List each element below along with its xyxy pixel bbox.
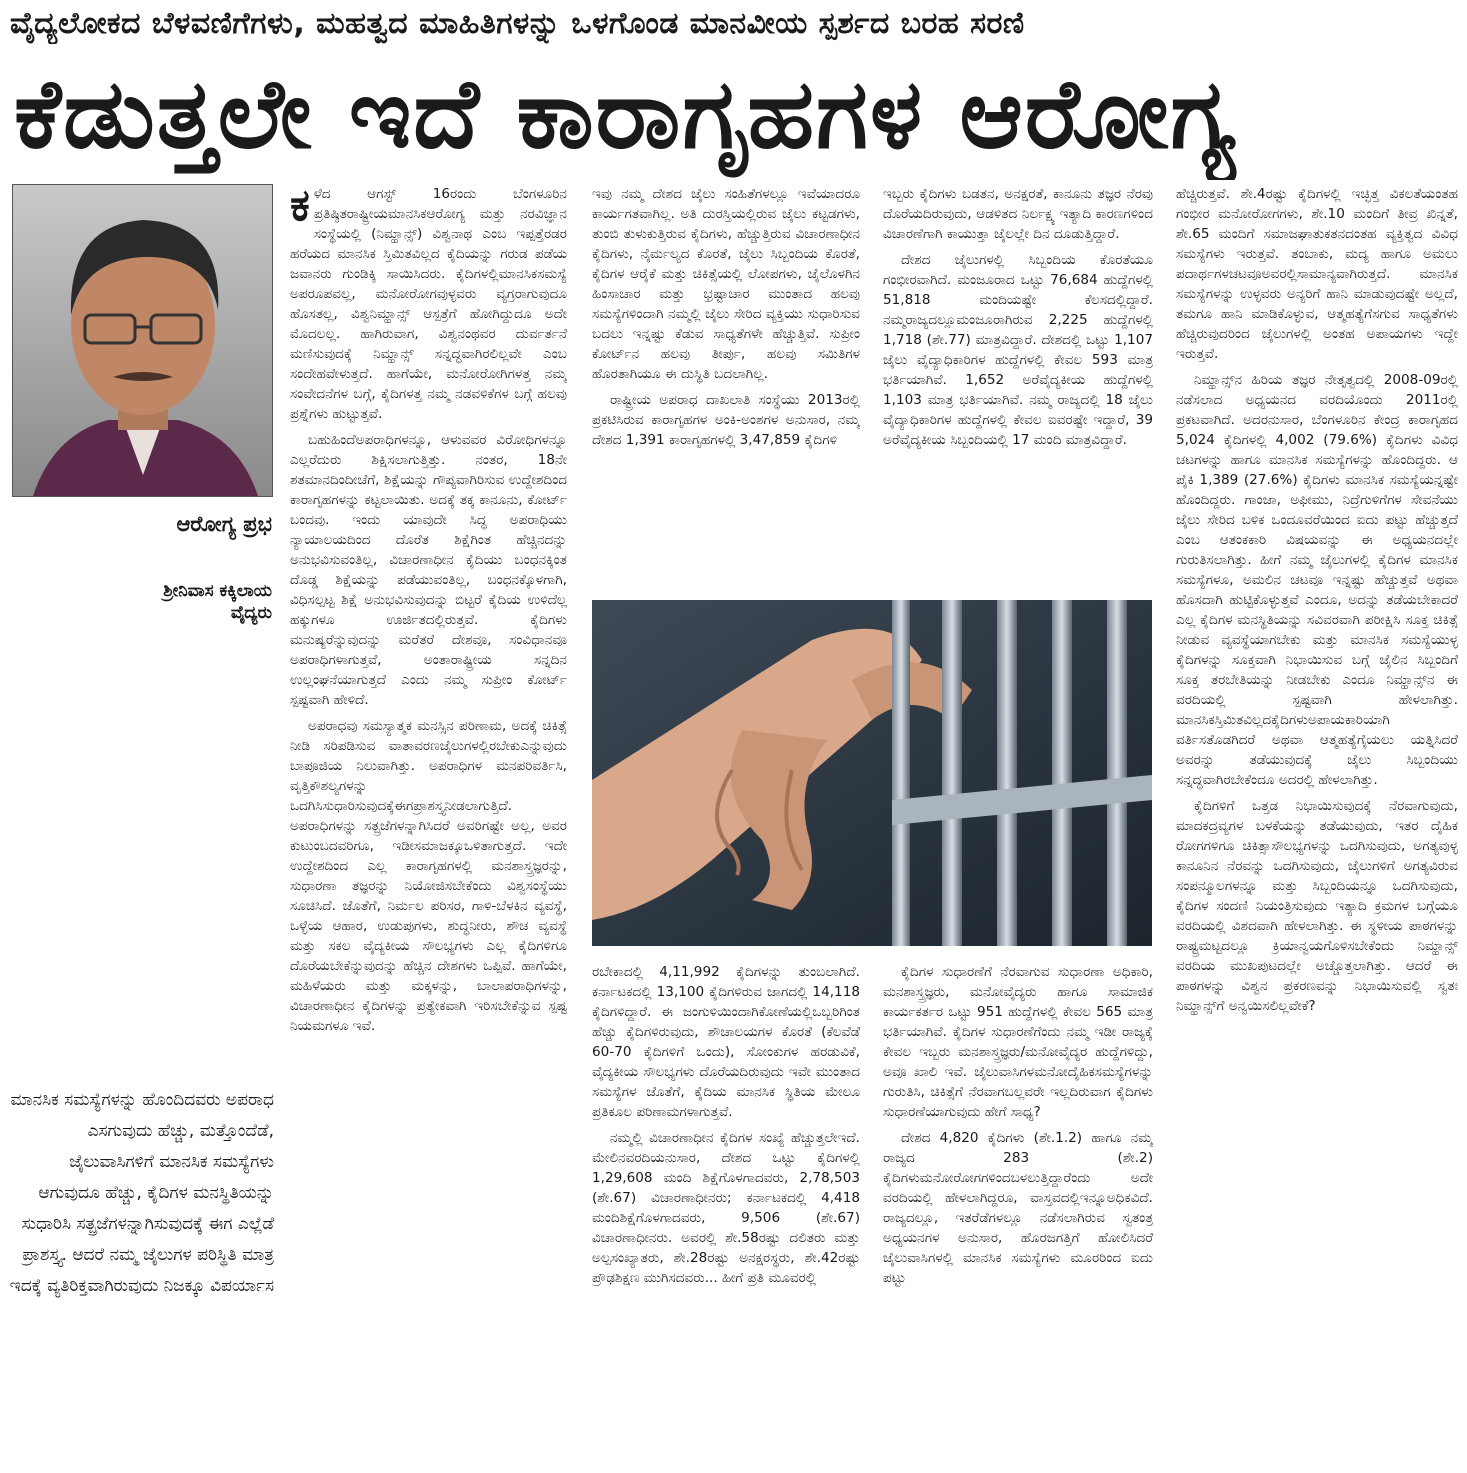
article-column-2-bottom [592, 962, 860, 1467]
paragraph: ದೇಶದ ಜೈಲುಗಳಲ್ಲಿ ಸಿಬ್ಬಂದಿಯ ಕೊರತೆಯೂ ಗಂಭೀರವಾಗಿದೆ. ಮಂಜೂರಾದ ಒಟ್ಟು 76,684 ಹುದ್ದೆಗಳಲ್ಲಿ 51,818 ಮಂದಿಯಷ್ಟೇ ಕೆಲಸದಲ್ಲಿದ್ದಾರೆ. ನಮ್ಮರಾಜ್ಯದಲ್ಲೂಮಂಜೂರಾಗಿರುವ 2,225 ಹುದ್ದೆಗಳಲ್ಲಿ 1,718 (ಶೇ.77) ಮಾತ್ರವಿದ್ದಾರೆ. ದೇಶದಲ್ಲಿ ಒಟ್ಟು 1,107 ಜೈಲು ವೈದ್ಯಾಧಿಕಾರಿಗಳ ಹುದ್ದೆಗಳಲ್ಲಿ ಕೇವಲ 593 ಮಾತ್ರ ಭರ್ತಿಯಾಗಿವೆ. 1,652 ಅರೆವೈದ್ಯಕೀಯ ಹುದ್ದೆಗಳಲ್ಲಿ 1,103 ಮಾತ್ರ ಭರ್ತಿಯಾಗಿವೆ. ನಮ್ಮ ರಾಜ್ಯದಲ್ಲಿ 18 ಜೈಲು ವೈದ್ಯಾಧಿಕಾರಿಗಳ ಹುದ್ದೆಗಳಲ್ಲಿ ಕೇವಲ ಐವರಷ್ಟೇ ಇದ್ದಾರೆ, 39 ಅರೆವೈದ್ಯಕೀಯ ಸಿಬ್ಬಂದಿಯಲ್ಲಿ 17 ಮಂದಿ ಮಾತ್ರವಿದ್ದಾರೆ. [883, 252, 1153, 448]
paragraph: ಇಬ್ಬರು ಕೈದಿಗಳು ಬಡತನ, ಅನಕ್ಷರತೆ, ಕಾನೂನು ತಜ್ಞರ ನೆರವು ದೊರೆಯದಿರುವುದು, ಆಡಳಿತದ ನಿರ್ಲಕ್ಷ್ಯ ಇತ್ಯಾದಿ ಕಾರಣಗಳಿಂದ ವಿಚಾರಣೆಗಾಗಿ ಕಾಯುತ್ತಾ ಜೈಲಲ್ಲೇ ದಿನ ದೂಡುತ್ತಿದ್ದಾರೆ. [883, 186, 1153, 242]
drop-cap: ಕ [290, 184, 310, 231]
article-column-3-top [883, 184, 1153, 596]
article-column-2-top [592, 184, 860, 596]
article-column-1 [290, 184, 567, 1464]
paragraph: ನಮ್ಮಲ್ಲಿ ವಿಚಾರಣಾಧೀನ ಕೈದಿಗಳ ಸಂಖ್ಯೆ ಹೆಚ್ಚುತ್ತಲೇಇದೆ. ಮೇಲಿನವರದಿಯನುಸಾರ, ದೇಶದ ಒಟ್ಟು ಕೈದಿಗಳಲ್ಲಿ 1,29,608 ಮಂದಿ ಶಿಕ್ಷೆಗೊಳಗಾದವರು, 2,78,503 (ಶೇ.67) ವಿಚಾರಣಾಧೀನರು; ಕರ್ನಾಟಕದಲ್ಲಿ 4,418 ಮಂದಿಶಿಕ್ಷೆಗೊಳಗಾದವರು, 9,506 (ಶೇ.67) ವಿಚಾರಣಾಧೀನರು. ಅವರಲ್ಲಿ ಶೇ.58ರಷ್ಟು ದಲಿತರು ಮತ್ತು ಅಲ್ಪಸಂಖ್ಯಾತರು, ಶೇ.28ರಷ್ಟು ಅನಕ್ಷರಸ್ಥರು, ಶೇ.42ರಷ್ಟು ಪ್ರೌಢಶಿಕ್ಷಣ ಮುಗಿಸದವರು... ಹೀಗೆ ಪ್ರತಿ ಮೂವರಲ್ಲಿ [592, 1130, 860, 1286]
article-column-3-bottom [883, 962, 1153, 1467]
paragraph: ಕಳೆದ ಆಗಸ್ಟ್ 16ರಂದು ಬೆಂಗಳೂರಿನ ಪ್ರತಿಷ್ಠಿತರಾಷ್ಟ್ರೀಯಮಾನಸಿಕಆರೋಗ್ಯ ಮತ್ತು ನರವಿಜ್ಞಾನ ಸಂಸ್ಥೆಯಲ್ಲಿ (ನಿಮ್ಹಾನ್ಸ್) ವಿಶ್ವನಾಥ ಎಂಬ ಇಪ್ಪತ್ತೆರಡರ ಹರೆಯದ ಮಾನಸಿಕ ಸ್ತಿಮಿತವಿಲ್ಲದ ಕೈದಿಯನ್ನು ಗರುಡ ಪಡೆಯ ಜವಾನರು ಗುಂಡಿಕ್ಕಿ ಸಾಯಿಸಿದರು. ಕೈದಿಗಳಲ್ಲಿಮಾನಸಿಕಸಮಸ್ಯೆ ಅಪರೂಪವಲ್ಲ, ಮನೋರೋಗವುಳ್ಳವರು ವ್ಯಗ್ರರಾಗುವುದೂ ಹೊಸತಲ್ಲ, ವಿಶ್ವನಿಮ್ಹಾನ್ಸ್ ಆಸ್ಪತ್ರೆಗೆ ಹೋಗಿದ್ದುದೂ ಅದೇ ಮೊದಲಲ್ಲ. ಹಾಗಿರುವಾಗ, ವಿಶ್ವನಂಥವರ ದುರ್ವರ್ತನೆ ಮಣಿಸುವುದಕ್ಕೆ ನಿಮ್ಹಾನ್ಸ್ ಸನ್ನದ್ಧವಾಗಿರಲಿಲ್ಲವೇ ಎಂಬ ಸಂದೇಹವೇಳುತ್ತದೆ. ಹಾಗೆಯೇ, ಮನೋರೋಗಿಗಳತ್ತ ನಮ್ಮ ಸಂವೇದನೆಗಳ ಬಗ್ಗೆ, ಕೈದಿಗಳತ್ತ ನಮ್ಮ ನಡವಳಿಕೆಗಳ ಬಗ್ಗೆ ಹಲವು ಪ್ರಶ್ನೆಗಳು ಹುಟ್ಟುತ್ತವೆ. [290, 184, 567, 422]
headline: ಕೆಡುತ್ತಲೇ ಇದೆ ಕಾರಾಗೃಹಗಳ ಆರೋಗ್ಯ [14, 58, 1238, 170]
paragraph: ನಿಮ್ಹಾನ್ಸ್‌ನ ಹಿರಿಯ ತಜ್ಞರ ನೇತೃತ್ವದಲ್ಲಿ 2008-09ರಲ್ಲಿ ನಡೆಸಲಾದ ಅಧ್ಯಯನದ ವರದಿಯೊಂದು 2011ರಲ್ಲಿ ಪ್ರಕಟವಾಗಿದೆ. ಅದರನುಸಾರ, ಬೆಂಗಳೂರಿನ ಕೇಂದ್ರ ಕಾರಾಗೃಹದ 5,024 ಕೈದಿಗಳಲ್ಲಿ 4,002 (79.6%) ಕೈದಿಗಳು ವಿವಿಧ ಚಟಗಳನ್ನು ಹಾಗೂ ಮಾನಸಿಕ ಸಮಸ್ಯೆಗಳನ್ನು ಹೊಂದಿದ್ದರು. ಆ ಪೈಕಿ 1,389 (27.6%) ಕೈದಿಗಳು ಮಾನಸಿಕ ಸಮಸ್ಯೆಯನ್ನಷ್ಟೇ ಹೊಂದಿದ್ದರು. ಗಾಂಜಾ, ಅಫೀಮು, ನಿದ್ರೆಗುಳಿಗೆಗಳ ಸೇವನೆಯು ಜೈಲು ಸೇರಿದ ಬಳಿಕ ಒಂದೂವರೆಯಿಂದ ಐದು ಪಟ್ಟು ಹೆಚ್ಚುತ್ತದೆ ಎಂಬ ಆತಂಕಕಾರಿ ವಿಷಯವನ್ನು ಈ ಅಧ್ಯಯನದಲ್ಲೇ ಗುರುತಿಸಲಾಗಿತ್ತು. ಹೀಗೆ ನಮ್ಮ ಜೈಲುಗಳಲ್ಲಿ ಕೈದಿಗಳ ಮಾನಸಿಕ ಸಮಸ್ಯೆಗಳೂ, ಅಮಲಿನ ಚಟವೂ ಇನ್ನಷ್ಟು ಹೆಚ್ಚುತ್ತವೆ ಅಥವಾ ಹೊಸದಾಗಿ ಹುಟ್ಟಿಕೊಳ್ಳುತ್ತವೆ ಎಂದೂ, ಅದನ್ನು ತಡೆಯಬೇಕಾದರೆ ಎಲ್ಲ ಕೈದಿಗಳ ಮನಸ್ಥಿತಿಯನ್ನು ಸವಿವರವಾಗಿ ಪರೀಕ್ಷಿಸಿ ಸೂಕ್ತ ಚಿಕಿತ್ಸೆ ನೀಡುವ ವ್ಯವಸ್ಥೆಯಾಗಬೇಕು ಮತ್ತು ಮಾನಸಿಕ ಸಮಸ್ಯೆಯುಳ್ಳ ಕೈದಿಗಳನ್ನು ಸೂಕ್ತವಾಗಿ ನಿಭಾಯಿಸುವ ಬಗ್ಗೆ ಜೈಲಿನ ಸಿಬ್ಬಂದಿಗೆ ಸೂಕ್ತ ತರಬೇತಿಯನ್ನು ನೀಡಬೇಕು ಎಂದೂ ನಿಮ್ಹಾನ್ಸ್‌ನ ಈ ವರದಿಯಲ್ಲಿ ಸ್ಪಷ್ಟವಾಗಿ ಹೇಳಲಾಗಿತ್ತು. ಮಾನಸಿಕಸ್ತಿಮಿತವಿಲ್ಲದಕೈದಿಗಳುಅಪಾಯಕಾರಿಯಾಗಿ ವರ್ತಿಸತೊಡಗಿದರೆ ಅಥವಾ ಆತ್ಮಹತ್ಯೆಗೈಯಲು ಯತ್ನಿಸಿದರೆ ಅವರನ್ನು ತಡೆಯುವುದಕ್ಕೆ ಜೈಲು ಸಿಬ್ಬಂದಿಯು ಸನ್ನದ್ಧವಾಗಿರಬೇಕೆಂದೂ ಅದರಲ್ಲಿ ಹೇಳಲಾಗಿತ್ತು. [1176, 372, 1458, 788]
paragraph: ಹೆಚ್ಚಿರುತ್ತವೆ. ಶೇ.4ರಷ್ಟು ಕೈದಿಗಳಲ್ಲಿ ಇಚ್ಛಿತ್ತ ವಿಕಲತೆಯಂತಹ ಗಂಭೀರ ಮನೋರೋಗಗಳು, ಶೇ.10 ಮಂದಿಗೆ ತೀವ್ರ ಖಿನ್ನತೆ, ಶೇ.65 ಮಂದಿಗೆ ಸಮಾಜಘಾತುಕತನದಂತಹ ವ್ಯಕ್ತಿತ್ವದ ವಿವಿಧ ಸಮಸ್ಯೆಗಳು ಇರುತ್ತವೆ. ತಂಬಾಕು, ಮದ್ಯ ಹಾಗೂ ಅಮಲು ಪದಾರ್ಥಗಳಚಟವೂಅವರಲ್ಲಿಸಾಮಾನ್ಯವಾಗಿರುತ್ತದೆ. ಮಾನಸಿಕ ಸಮಸ್ಯೆಗಳನ್ನು ಉಳ್ಳವರು ಅನ್ಯರಿಗೆ ಹಾನಿ ಮಾಡುವುದಷ್ಟೇ ಅಲ್ಲದೆ, ತಮಗೂ ಹಾನಿ ಮಾಡಿಕೊಳ್ಳುವ, ಆತ್ಮಹತ್ಯೆಗೆಸಗುವ ಸಾಧ್ಯತೆಗಳು ಹೆಚ್ಚಿರುವುದರಿಂದ ಜೈಲುಗಳಲ್ಲಿ ಅಂತಹ ಅಪಾಯಗಳು ಇದ್ದೇ ಇರುತ್ತವೆ. [1176, 186, 1458, 362]
paragraph: ಬಹುಹಿಂದೆಅಪರಾಧಿಗಳನ್ನೂ, ಆಳುವವರ ವಿರೋಧಿಗಳನ್ನೂ ಎಲ್ಲರೆದುರು ಶಿಕ್ಷಿಸಲಾಗುತ್ತಿತ್ತು. ನಂತರ, 18ನೇ ಶತಮಾನದಿಂದೀಚೆಗೆ, ಶಿಕ್ಷೆಯನ್ನು ಗೌಪ್ಯವಾಗಿರಿಸುವ ಉದ್ದೇಶದಿಂದ ಕಾರಾಗೃಹಗಳನ್ನು ಕಟ್ಟಲಾಯಿತು. ಅದಕ್ಕೆ ತಕ್ಕ ಕಾನೂನು, ಕೋರ್ಟ್ ಬಂದವು. ಇಂದು ಯಾವುದೇ ಸಿದ್ಧ ಅಪರಾಧಿಯು ನ್ಯಾಯಾಲಯದಿಂದ ದೊರೆತ ಶಿಕ್ಷೆಗಿಂತ ಹೆಚ್ಚಿನದನ್ನು ಅನುಭವಿಸುವಂತಿಲ್ಲ, ವಿಚಾರಣಾಧೀನ ಕೈದಿಯು ಬಂಧನಕ್ಕಿಂತ ದೊಡ್ಡ ಶಿಕ್ಷೆಯನ್ನು ಪಡೆಯುವಂತಿಲ್ಲ, ಬಂಧನಕ್ಕೊಳಗಾಗಿ, ವಿಧಿಸಲ್ಪಟ್ಟ ಶಿಕ್ಷೆ ಅನುಭವಿಸುವುದನ್ನು ಬಿಟ್ಟರೆ ಕೈದಿಯ ಉಳಿದೆಲ್ಲ ಹಕ್ಕುಗಳೂ ಊರ್ಜಿತದಲ್ಲಿರುತ್ತವೆ. ಕೈದಿಗಳು ಮನುಷ್ಯರೆನ್ನುವುದನ್ನು ಮರೆತರೆ ದೇಶವೂ, ಸಂವಿಧಾನವೂ ಅಪರಾಧಿಗಳಾಗುತ್ತವೆ, ಅಂತಾರಾಷ್ಟ್ರೀಯ ಸನ್ನದಿನ ಉಲ್ಲಂಘನೆಯಾಗುತ್ತದೆ ಎಂದು ನಮ್ಮ ಸುಪ್ರೀಂ ಕೋರ್ಟ್ ಸ್ಪಷ್ಟವಾಗಿ ಹೇಳಿದೆ. [290, 432, 567, 708]
author-name: ಶ್ರೀನಿವಾಸ ಕಕ್ಕಿಲಾಯ [163, 581, 272, 601]
paragraph: ಕೈದಿಗಳ ಸುಧಾರಣೆಗೆ ನೆರವಾಗುವ ಸುಧಾರಣಾ ಅಧಿಕಾರಿ, ಮನಶಾಸ್ತ್ರಜ್ಞರು, ಮನೋವೈದ್ಯರು ಹಾಗೂ ಸಾಮಾಜಿಕ ಕಾರ್ಯಕರ್ತರ ಒಟ್ಟು 951 ಹುದ್ದೆಗಳಲ್ಲಿ ಕೇವಲ 565 ಮಾತ್ರ ಭರ್ತಿಯಾಗಿವೆ. ಕೈದಿಗಳ ಸುಧಾರಣೆಗೆಂದು ನಮ್ಮ ಇಡೀ ರಾಜ್ಯಕ್ಕೆ ಕೇವಲ ಇಬ್ಬರು ಮನಶಾಸ್ತ್ರಜ್ಞರು/ಮನೋವೈದ್ಯರ ಹುದ್ದೆಗಳಿದ್ದು, ಅವೂ ಖಾಲಿ ಇವೆ. ಜೈಲುವಾಸಿಗಳಮನೋದೈಹಿಕಸಮಸ್ಯೆಗಳನ್ನು ಗುರುತಿಸಿ, ಚಿಕಿತ್ಸೆಗೆ ನೆರವಾಗಬಲ್ಲವರೇ ಇಲ್ಲದಿರುವಾಗ ಕೈದಿಗಳು ಸುಧಾರಣೆಯಾಗುವುದು ಹೇಗೆ ಸಾಧ್ಯ? [883, 964, 1153, 1120]
column-name: ಆರೋಗ್ಯ ಪ್ರಭ [176, 512, 272, 536]
kicker-line: ವೈದ್ಯಲೋಕದ ಬೆಳವಣಿಗೆಗಳು, ಮಹತ್ವದ ಮಾಹಿತಿಗಳನ್ನು ಒಳಗೊಂಡ ಮಾನವೀಯ ಸ್ಪರ್ಶದ ಬರಹ ಸರಣಿ [10, 6, 1025, 41]
author-byline [12, 580, 272, 624]
paragraph: ಕೈದಿಗಳಿಗೆ ಒತ್ತಡ ನಿಭಾಯಿಸುವುದಕ್ಕೆ ನೆರವಾಗುವುದು, ಮಾದಕದ್ರವ್ಯಗಳ ಬಳಕೆಯನ್ನು ತಡೆಯುವುದು, ಇತರ ದೈಹಿಕ ರೋಗಗಳಿಗೂ ಚಿಕಿತ್ಸಾಸೌಲಭ್ಯಗಳನ್ನು ಒದಗಿಸುವುದು, ಅಗತ್ಯವುಳ್ಳ ಕಾನೂನಿನ ನೆರವನ್ನು ಒದಗಿಸುವುದು, ಜೈಲುಗಳಿಗೆ ಅಗತ್ಯವಿರುವ ಸಂಪನ್ಮೂಲಗಳನ್ನೂ ಮತ್ತು ಸಿಬ್ಬಂದಿಯನ್ನೂ ಒದಗಿಸುವುದು, ಕೈದಿಗಳ ಸಂದಣಿ ನಿಯಂತ್ರಿಸುವುದು ಇತ್ಯಾದಿ ಕ್ರಮಗಳ ಬಗ್ಗೆಯೂ ವರದಿಯಲ್ಲಿ ವಿಶದವಾಗಿ ಹೇಳಲಾಗಿತ್ತು. ಈ ಸ್ಥಳೀಯ ಪಾಠಗಳನ್ನು ರಾಷ್ಟ್ರಮಟ್ಟದಲ್ಲೂ ಕ್ರಿಯಾನ್ವಯಗೊಳಿಸಬೇಕೆಂದು ನಿಮ್ಹಾನ್ಸ್ ವರದಿಯ ಮುಖಪುಟದಲ್ಲೇ ಅಚ್ಚೊತ್ತಲಾಗಿತ್ತು. ಆದರೆ ಈ ಪಾಠಗಳನ್ನು ವಿಶ್ವನ ಪ್ರಕರಣವನ್ನು ನಿಭಾಯಿಸುವಲ್ಲಿ ಸ್ವತಃ ನಿಮ್ಹಾನ್ಸ್‌ಗೆ ಅನ್ವಯಿಸಲಿಲ್ಲವೇಕೆ? [1176, 798, 1458, 1014]
paragraph: ರಬೇಕಾದಲ್ಲಿ 4,11,992 ಕೈದಿಗಳನ್ನು ತುಂಬಲಾಗಿದೆ. ಕರ್ನಾಟಕದಲ್ಲಿ 13,100 ಕೈದಿಗಳಿರುವ ಜಾಗದಲ್ಲಿ 14,118 ಕೈದಿಗಳಿದ್ದಾರೆ. ಈ ಜಂಗುಳಿಯಿಂದಾಗಿಕೋಣೆಯಲ್ಲಿಒಬ್ಬರಿಗಿಂತ ಹೆಚ್ಚು ಕೈದಿಗಳಿರುವುದು, ಶೌಚಾಲಯಗಳ ಕೊರತೆ (ಕೆಲವೆಡೆ 60-70 ಕೈದಿಗಳಿಗೆ ಒಂದು), ಸೋಂಕುಗಳ ಹರಡುವಿಕೆ, ವೈದ್ಯಕೀಯ ಸೌಲಭ್ಯಗಳು ದೊರೆಯದಿರುವುದು ಇವೇ ಮುಂತಾದ ಸಮಸ್ಯೆಗಳ ಜೊತೆಗೆ, ಕೈದಿಯ ಮಾನಸಿಕ ಸ್ಥಿತಿಯ ಮೇಲೂ ಪ್ರತಿಕೂಲ ಪರಿಣಾಮಗಳಾಗುತ್ತವೆ. [592, 964, 860, 1120]
article-column-4 [1176, 184, 1458, 1467]
pull-quote: ಮಾನಸಿಕ ಸಮಸ್ಯೆಗಳನ್ನು ಹೊಂದಿದವರು ಅಪರಾಧ ಎಸಗುವುದು ಹೆಚ್ಚು, ಮತ್ತೊಂದೆಡೆ, ಜೈಲುವಾಸಿಗಳಿಗೆ ಮಾನಸಿಕ ಸಮಸ್ಯೆಗಳು ಆಗುವುದೂ ಹೆಚ್ಚು, ಕೈದಿಗಳ ಮನಸ್ಥಿತಿಯನ್ನು ಸುಧಾರಿಸಿ ಸತ್ಪ್ರಜೆಗಳನ್ನಾಗಿಸುವುದಕ್ಕೆ ಈಗ ಎಲ್ಲೆಡೆ ಪ್ರಾಶಸ್ತ್ಯ. ಆದರೆ ನಮ್ಮ ಜೈಲುಗಳ ಪರಿಸ್ಥಿತಿ ಮಾತ್ರ ಇದಕ್ಕೆ ವ್ಯತಿರಿಕ್ತವಾಗಿರುವುದು ನಿಜಕ್ಕೂ ವಿಪರ್ಯಾಸ [9, 1090, 274, 1296]
prison-bars-photo [592, 600, 1152, 946]
paragraph: ಅಪರಾಧವು ಸಮಸ್ಯಾತ್ಮಕ ಮನಸ್ಸಿನ ಪರಿಣಾಮ, ಅದಕ್ಕೆ ಚಿಕಿತ್ಸೆ ನೀಡಿ ಸರಿಪಡಿಸುವ ವಾತಾವರಣಜೈಲುಗಳಲ್ಲಿರಬೇಕುಎನ್ನುವುದು ಬಾಪೂಜಿಯ ನಿಲುವಾಗಿತ್ತು. ಅಪರಾಧಿಗಳ ಮನಪರಿವರ್ತಿಸಿ, ವೃತ್ತಿಕೌಶಲ್ಯಗಳನ್ನು ಒದಗಿಸಿಸುಧಾರಿಸುವುದಕ್ಕೆಈಗಪ್ರಾಶಸ್ತ್ಯನೀಡಲಾಗುತ್ತಿದೆ. ಅಪರಾಧಿಗಳನ್ನು ಸತ್ಪ್ರಜೆಗಳನ್ನಾಗಿಸಿದರೆ ಅವರಿಗಷ್ಟೇ ಅಲ್ಲ, ಅವರ ಕುಟುಂಬದವರಿಗೂ, ಇಡೀಸಮಾಜಕ್ಕೂಒಳಿತಾಗುತ್ತದೆ. ಇದೇ ಉದ್ದೇಶದಿಂದ ಎಲ್ಲ ಕಾರಾಗೃಹಗಳಲ್ಲಿ ಮನಶಾಸ್ತ್ರಜ್ಞರನ್ನು, ಸುಧಾರಣಾ ತಜ್ಞರನ್ನು ನಿಯೋಜಿಸಬೇಕೆಂದು ವಿಶ್ವಸಂಸ್ಥೆಯು ಸೂಚಿಸಿದೆ. ಜೊತೆಗೆ, ನಿರ್ಮಲ ಪರಿಸರ, ಗಾಳಿ-ಬೆಳಕಿನ ವ್ಯವಸ್ಥೆ, ಒಳ್ಳೆಯ ಆಹಾರ, ಉಡುಪುಗಳು, ಶುದ್ಧನೀರು, ಶೌಚ ವ್ಯವಸ್ಥೆ ಮತ್ತು ಸಕಲ ವೈದ್ಯಕೀಯ ಸೌಲಭ್ಯಗಳು ಎಲ್ಲ ಕೈದಿಗಳಿಗೂ ದೊರೆಯಬೇಕೆನ್ನುವುದನ್ನು ಹೆಚ್ಚಿನ ದೇಶಗಳು ಒಪ್ಪಿವೆ. ಹಾಗೆಯೇ, ಮಹಿಳೆಯರು ಮತ್ತು ಮಕ್ಕಳನ್ನು, ಬಾಲಾಪರಾಧಿಗಳನ್ನು, ವಿಚಾರಣಾಧೀನ ಕೈದಿಗಳನ್ನು ಪ್ರತ್ಯೇಕವಾಗಿ ಇರಿಸಬೇಕೆನ್ನುವ ಸ್ಪಷ್ಟ ನಿಯಮಗಳೂ ಇವೆ. [290, 718, 567, 1034]
author-designation: ವೈದ್ಯರು [230, 603, 272, 623]
paragraph: ರಾಷ್ಟ್ರೀಯ ಅಪರಾಧ ದಾಖಲಾತಿ ಸಂಸ್ಥೆಯು 2013ರಲ್ಲಿ ಪ್ರಕಟಿಸಿರುವ ಕಾರಾಗೃಹಗಳ ಅಂಕಿ-ಅಂಶಗಳ ಅನುಸಾರ, ನಮ್ಮ ದೇಶದ 1,391 ಕಾರಾಗೃಹಗಳಲ್ಲಿ 3,47,859 ಕೈದಿಗಳಿ [592, 392, 860, 448]
paragraph: ಇವು ನಮ್ಮ ದೇಶದ ಜೈಲು ಸಂಹಿತೆಗಳಲ್ಲೂ ಇವೆಯಾದರೂ ಕಾರ್ಯಗತವಾಗಿಲ್ಲ. ಅತಿ ದುರಸ್ತಿಯಲ್ಲಿರುವ ಜೈಲು ಕಟ್ಟಡಗಳು, ತುಂಬಿ ತುಳುಕುತ್ತಿರುವ ಕೈದಿಗಳು, ಹೆಚ್ಚುತ್ತಿರುವ ವಿಚಾರಣಾಧೀನ ಕೈದಿಗಳು, ನೈರ್ಮಲ್ಯದ ಕೊರತೆ, ಜೈಲು ಸಿಬ್ಬಂದಿಯ ಕೊರತೆ, ಕೈದಿಗಳ ಆರೈಕೆ ಮತ್ತು ಚಿಕಿತ್ಸೆಯಲ್ಲಿ ಲೋಪಗಳು, ಜೈಲೊಳಗಿನ ಹಿಂಸಾಚಾರ ಮತ್ತು ಭ್ರಷ್ಟಾಚಾರ ಮುಂತಾದ ಹಲವು ಸಮಸ್ಯೆಗಳಿಂದಾಗಿ ನಮ್ಮಲ್ಲಿ ಜೈಲು ಸೇರಿದ ವ್ಯಕ್ತಿಯು ಸುಧಾರಿಸುವ ಬದಲು ಇನ್ನಷ್ಟು ಕೆಡುವ ಸಾಧ್ಯತೆಗಳೇ ಹೆಚ್ಚುತ್ತಿವೆ. ಸುಪ್ರೀಂ ಕೋರ್ಟ್‌ನ ಹಲವು ತೀರ್ಪು, ಹಲವು ಸಮಿತಿಗಳ ಹೊರತಾಗಿಯೂ ಈ ದುಸ್ಥಿತಿ ಬದಲಾಗಿಲ್ಲ. [592, 186, 860, 382]
paragraph: ದೇಶದ 4,820 ಕೈದಿಗಳು (ಶೇ.1.2) ಹಾಗೂ ನಮ್ಮ ರಾಜ್ಯದ 283 (ಶೇ.2) ಕೈದಿಗಳುಮನೋರೋಗಗಳಿಂದಬಳಲುತ್ತಿದ್ದಾರೆಂದು ಅದೇ ವರದಿಯಲ್ಲಿ ಹೇಳಲಾಗಿದ್ದರೂ, ವಾಸ್ತವದಲ್ಲಿಇನ್ನೂಅಧಿಕವಿದೆ. ರಾಜ್ಯದಲ್ಲೂ, ಇತರೆಡೆಗಳಲ್ಲೂ ನಡೆಸಲಾಗಿರುವ ಸ್ವತಂತ್ರ ಅಧ್ಯಯನಗಳ ಅನುಸಾರ, ಹೊರಜಗತ್ತಿಗೆ ಹೋಲಿಸಿದರೆ ಜೈಲುವಾಸಿಗಳಲ್ಲಿ ಮಾನಸಿಕ ಸಮಸ್ಯೆಗಳು ಮೂರರಿಂದ ಐದು ಪಟ್ಟು [883, 1130, 1153, 1286]
author-photo [12, 184, 273, 497]
